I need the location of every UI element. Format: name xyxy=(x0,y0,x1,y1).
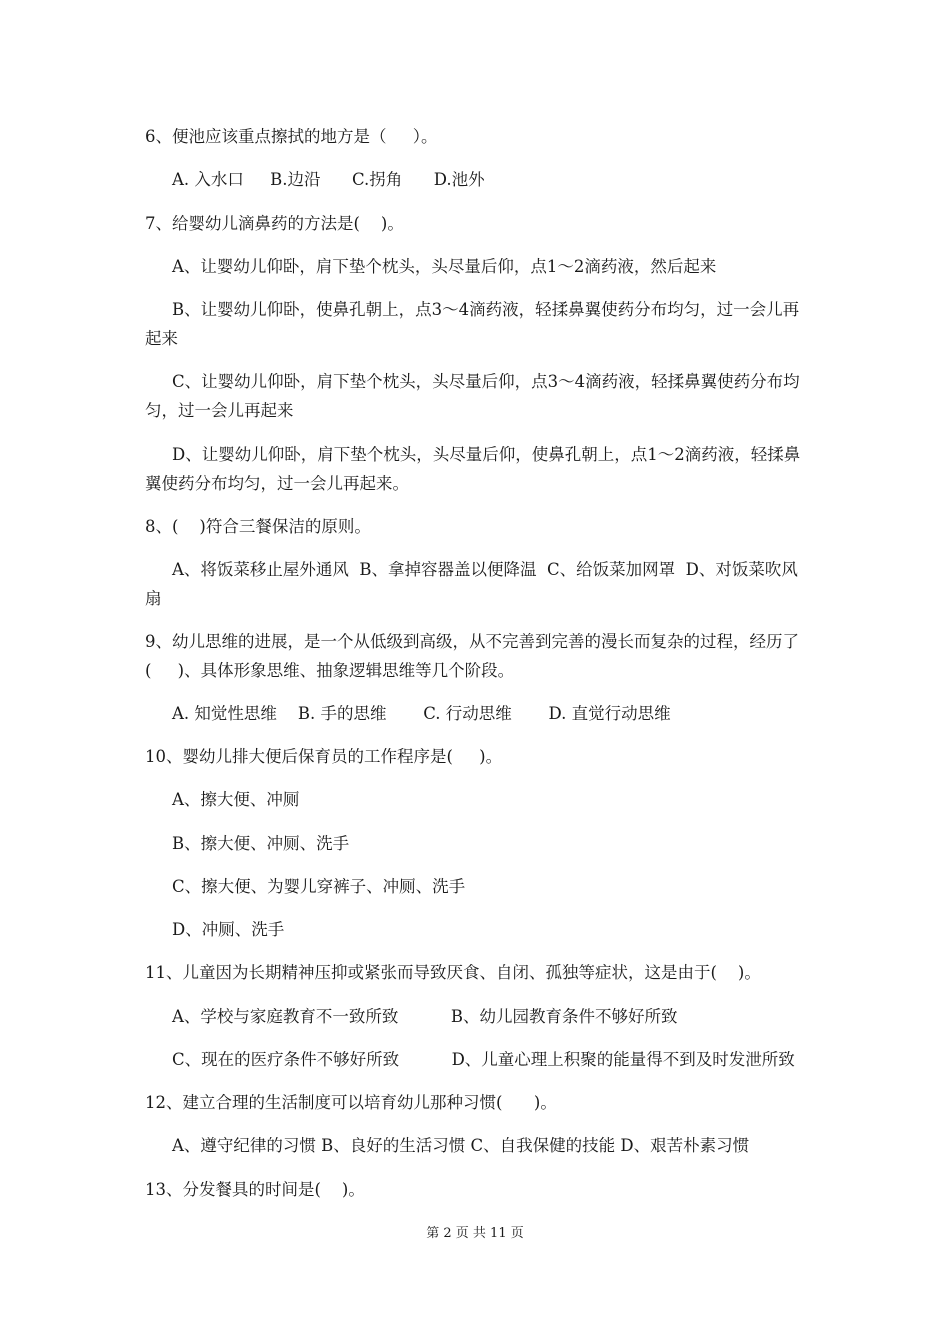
question-13-stem: 13、分发餐具的时间是( )。 xyxy=(145,1180,365,1199)
question-9-options: A. 知觉性思维 B. 手的思维 C. 行动思维 D. 直觉行动思维 xyxy=(172,704,671,723)
question-10-stem: 10、婴幼儿排大便后保育员的工作程序是( )。 xyxy=(145,747,503,766)
question-7-option-b-cont: 起来 xyxy=(145,329,178,348)
page-number-footer: 第 2 页 共 11 页 xyxy=(426,1226,524,1241)
question-11-stem: 11、儿童因为长期精神压抑或紧张而导致厌食、自闭、孤独等症状，这是由于( )。 xyxy=(145,963,761,982)
question-7-option-d-cont: 翼使药分布均匀，过一会儿再起来。 xyxy=(145,474,409,493)
question-7-option-d: D、让婴幼儿仰卧，肩下垫个枕头，头尽量后仰，使鼻孔朝上，点1～2滴药液，轻揉鼻 xyxy=(172,445,801,464)
question-10-option-d: D、冲厕、洗手 xyxy=(172,920,285,939)
question-9-stem: 9、幼儿思维的进展，是一个从低级到高级，从不完善到完善的漫长而复杂的过程，经历了 xyxy=(145,632,799,651)
question-10-option-b: B、擦大便、冲厕、洗手 xyxy=(172,834,350,853)
question-7-option-a: A、让婴幼儿仰卧，肩下垫个枕头，头尽量后仰，点1～2滴药液，然后起来 xyxy=(172,257,717,276)
question-7-option-b: B、让婴幼儿仰卧，使鼻孔朝上，点3～4滴药液，轻揉鼻翼使药分布均匀，过一会儿再 xyxy=(172,300,800,319)
question-8-options-cont: 扇 xyxy=(145,589,162,608)
question-10-option-c: C、擦大便、为婴儿穿裤子、冲厕、洗手 xyxy=(172,877,466,896)
question-12-options: A、遵守纪律的习惯 B、良好的生活习惯 C、自我保健的技能 D、艰苦朴素习惯 xyxy=(172,1136,750,1155)
question-9-stem-cont: ( )、具体形象思维、抽象逻辑思维等几个阶段。 xyxy=(145,661,515,680)
question-8-stem: 8、( )符合三餐保洁的原则。 xyxy=(145,517,371,536)
question-11-options-ab: A、学校与家庭教育不一致所致 B、幼儿园教育条件不够好所致 xyxy=(172,1007,678,1026)
question-7-option-c: C、让婴幼儿仰卧，肩下垫个枕头，头尽量后仰，点3～4滴药液，轻揉鼻翼使药分布均 xyxy=(172,372,800,391)
question-12-stem: 12、建立合理的生活制度可以培育幼儿那种习惯( )。 xyxy=(145,1093,557,1112)
question-6-stem: 6、便池应该重点擦拭的地方是（ ）。 xyxy=(145,127,438,146)
question-7-stem: 7、给婴幼儿滴鼻药的方法是( )。 xyxy=(145,214,404,233)
question-7-option-c-cont: 匀，过一会儿再起来 xyxy=(145,401,294,420)
question-10-option-a: A、擦大便、冲厕 xyxy=(172,790,300,809)
question-11-options-cd: C、现在的医疗条件不够好所致 D、儿童心理上积聚的能量得不到及时发泄所致 xyxy=(172,1050,795,1069)
question-6-options: A. 入水口 B.边沿 C.拐角 D.池外 xyxy=(172,170,485,189)
question-8-options: A、将饭菜移止屋外通风 B、拿掉容器盖以便降温 C、给饭菜加网罩 D、对饭菜吹风 xyxy=(172,560,798,579)
